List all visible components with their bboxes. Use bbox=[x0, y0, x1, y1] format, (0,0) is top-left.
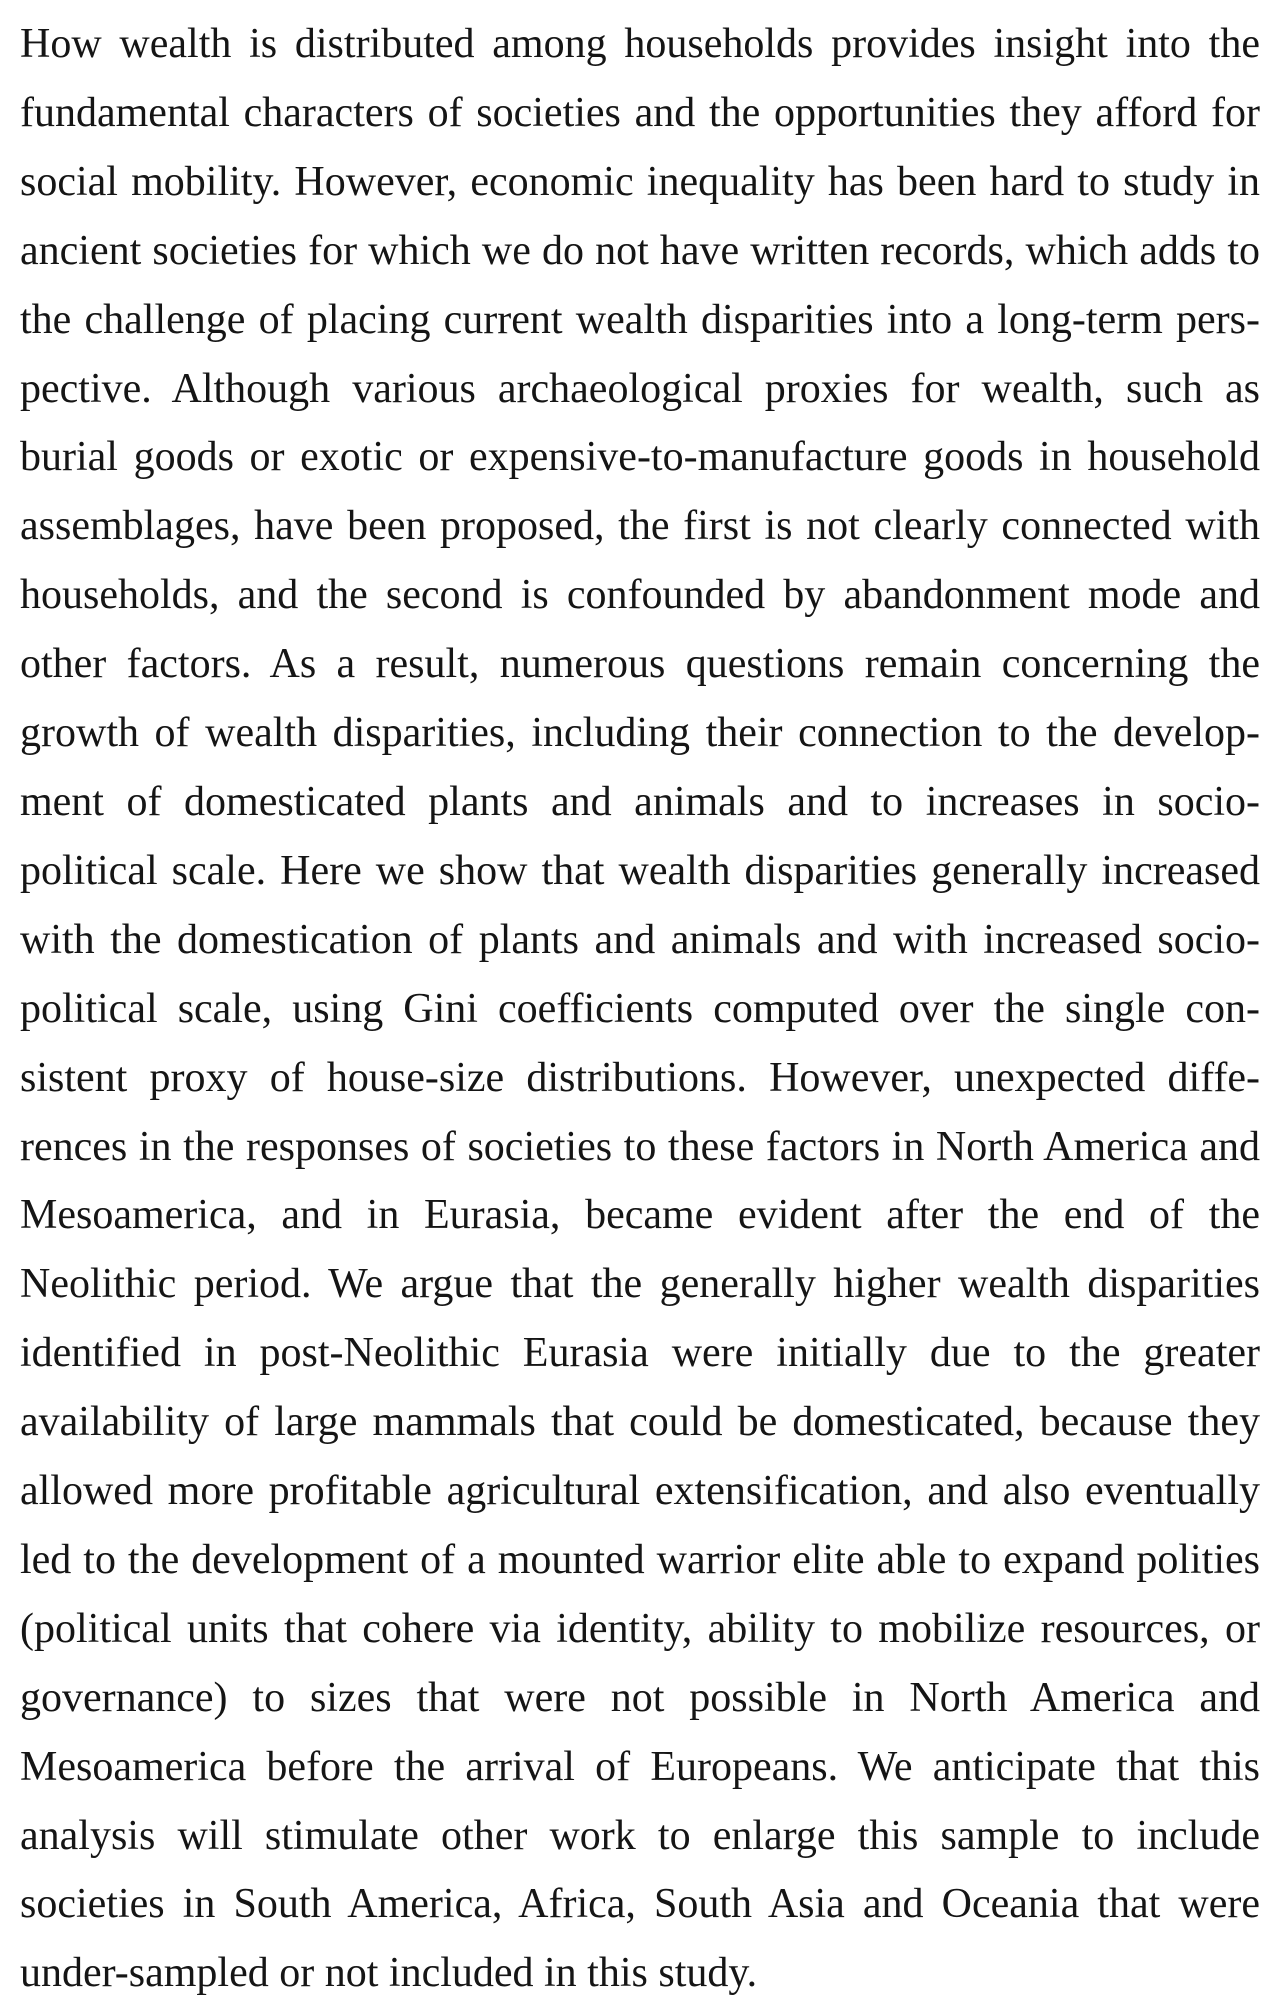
text-line: fundamental characters of societies and the opportunities they afford for bbox=[20, 89, 1260, 136]
text-line: social mobility. However, economic inequality has been hard to study in bbox=[20, 158, 1260, 205]
text-line: the challenge of placing current wealth disparities into a long-term pers- bbox=[20, 296, 1260, 343]
text-line: burial goods or exotic or expensive-to-manufacture goods in household bbox=[20, 434, 1260, 481]
text-line: Mesoamerica, and in Eurasia, became evident after the end of the bbox=[20, 1192, 1260, 1239]
text-line: How wealth is distributed among households provides insight into the bbox=[20, 21, 1260, 67]
text-line: growth of wealth disparities, including their connection to the develop- bbox=[20, 710, 1260, 757]
text-line-last: under-sampled or not included in this study. bbox=[20, 1950, 758, 1997]
text-line: identified in post-Neolithic Eurasia were initially due to the greater bbox=[20, 1330, 1260, 1377]
text-line: Mesoamerica before the arrival of Europeans. We anticipate that this bbox=[20, 1743, 1260, 1790]
text-line: ment of domesticated plants and animals and to increases in socio- bbox=[20, 778, 1260, 825]
text-line: assemblages, have been proposed, the first is not clearly connected with bbox=[20, 503, 1260, 550]
text-line: Neolithic period. We argue that the generally higher wealth disparities bbox=[20, 1261, 1260, 1308]
text-line: analysis will stimulate other work to enlarge this sample to include bbox=[20, 1812, 1260, 1859]
text-line: allowed more profitable agricultural extensification, and also eventually bbox=[20, 1468, 1260, 1515]
text-line: political scale, using Gini coefficients computed over the single con- bbox=[20, 985, 1260, 1032]
text-line: societies in South America, Africa, South Asia and Oceania that were bbox=[20, 1881, 1260, 1928]
text-line: rences in the responses of societies to these factors in North America and bbox=[20, 1123, 1260, 1170]
text-line: sistent proxy of house-size distributions. However, unexpected diffe- bbox=[20, 1054, 1260, 1101]
text-line: with the domestication of plants and animals and with increased socio- bbox=[20, 916, 1260, 963]
text-line: pective. Although various archaeological proxies for wealth, such as bbox=[20, 365, 1260, 412]
text-line: households, and the second is confounded by abandonment mode and bbox=[20, 572, 1260, 619]
text-line: political scale. Here we show that wealth disparities generally increased bbox=[20, 847, 1260, 894]
text-line: availability of large mammals that could be domesticated, because they bbox=[20, 1399, 1260, 1446]
text-line: governance) to sizes that were not possible in North America and bbox=[20, 1674, 1260, 1721]
abstract-paragraph bbox=[20, 10, 1260, 2008]
text-line: (political units that cohere via identity, ability to mobilize resources, or bbox=[20, 1605, 1260, 1652]
text-line: other factors. As a result, numerous questions remain concerning the bbox=[20, 641, 1260, 688]
text-line: led to the development of a mounted warrior elite able to expand polities bbox=[20, 1536, 1260, 1583]
text-line: ancient societies for which we do not have written records, which adds to bbox=[20, 227, 1260, 274]
